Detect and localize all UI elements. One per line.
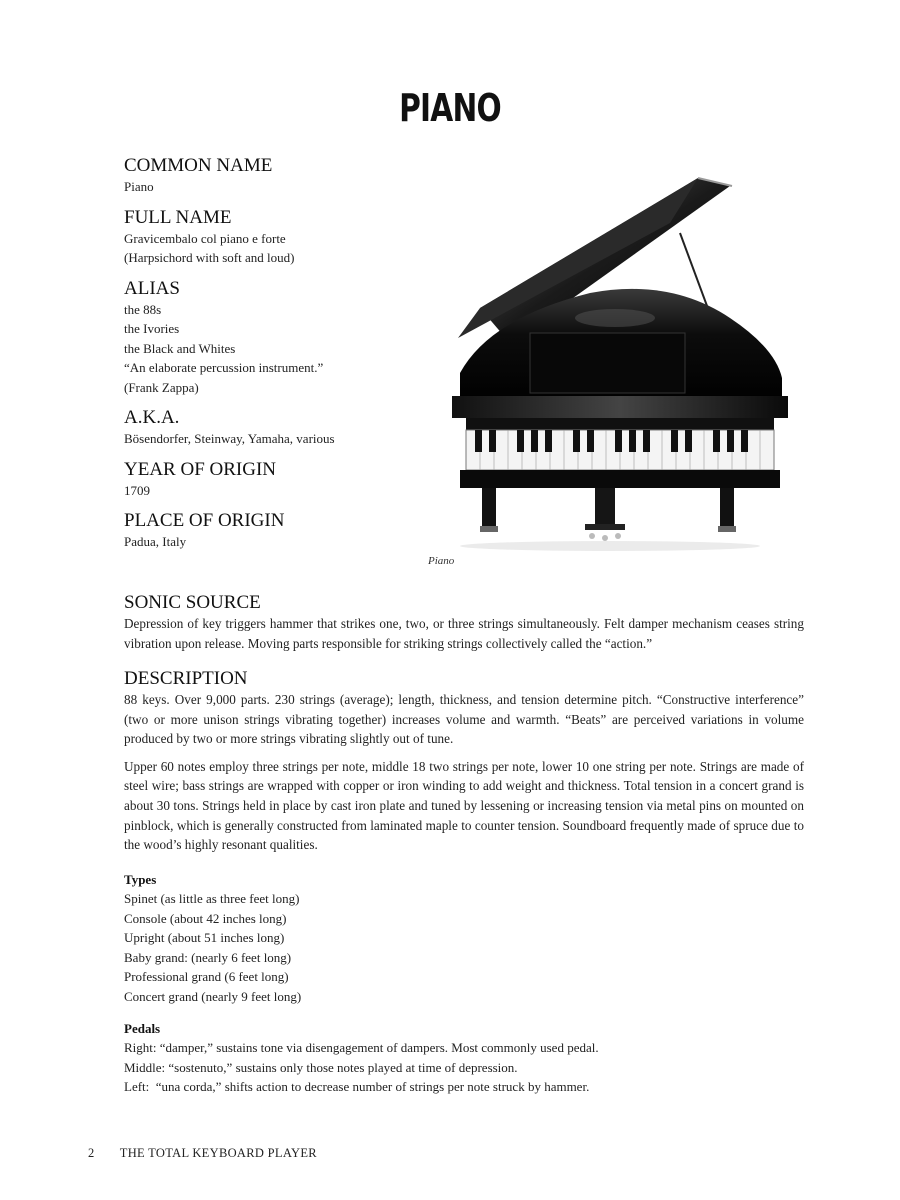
alias-line: the 88s [124,301,162,317]
pedals-item: Left: “una corda,” shifts action to decrease number of strings per note struck by hammer. [124,1079,590,1095]
year-of-origin-section [124,459,424,501]
description-heading: DESCRIPTION [124,668,248,689]
sonic-source-section [124,592,804,661]
aka-heading: A.K.A. [124,407,180,428]
aka-section [124,407,424,449]
common-name-heading: COMMON NAME [124,155,273,176]
place-of-origin-section [124,510,424,552]
image-caption: Piano [428,555,455,567]
alias-heading: ALIAS [124,277,180,299]
piano-image [430,168,810,553]
alias-line: “An elaborate percussion instrument.” [124,360,324,375]
place-of-origin-heading: PLACE OF ORIGIN [124,510,285,531]
book-title: THE TOTAL KEYBOARD PLAYER [119,1146,317,1160]
alias-section [124,278,424,398]
year-of-origin-heading: YEAR OF ORIGIN [124,458,276,480]
info-column [124,155,424,562]
description-paragraph: Upper 60 notes employ three strings per note, middle 18 two strings per note, lower 10 one string per note. Strings are made of steel wire; bass strings are wrapped with copper or iron winding to add weight and thickness. Total tension in a concert grand is about 30 tons. Strings held in place by cast iron plate and tuned by lessening or increasing tension via metal pins on mounted on pinblock, which is generally constructed from laminated maple to counter tension. Soundboard frequently made of spruce due to the wood’s highly resonant qualities. [124,758,804,853]
alias-line: (Frank Zappa) [124,379,199,395]
sonic-source-heading: SONIC SOURCE [124,592,261,613]
description-section [124,668,804,863]
types-item: Concert grand (nearly 9 feet long) [124,988,302,1004]
page-number: 2 [88,1146,95,1160]
page-title: PIANO [399,86,501,130]
aka-value: Bösendorfer, Steinway, Yamaha, various [124,431,335,446]
pedals-item: Middle: “sostenuto,” sustains only those notes played at time of depression. [124,1059,518,1075]
types-item: Upright (about 51 inches long) [124,930,285,946]
page-footer [88,1146,317,1161]
place-of-origin-value: Padua, Italy [124,534,187,549]
description-paragraph: 88 keys. Over 9,000 parts. 230 strings (average); length, thickness, and tension determine pitch. “Constructive interference” (two or more unison strings vibrating together) increases volume and warmth. “Beats” are perceived variations in volume produced by two or more strings vibrating slightly out of tune. [124,692,804,747]
year-of-origin-value: 1709 [124,482,150,498]
sonic-source-text: Depression of key triggers hammer that strikes one, two, or three strings simultaneously. Felt damper mechanism ceases string vibration upon release. Moving parts responsible for striking strings collectively called the “action.” [124,616,804,651]
pedals-section [124,1019,804,1097]
types-item: Console (about 42 inches long) [124,910,287,926]
full-name-heading: FULL NAME [124,206,232,228]
full-name-line: (Harpsichord with soft and loud) [124,250,295,265]
common-name-value: Piano [124,179,154,194]
alias-line: the Black and Whites [124,340,236,356]
alias-line: the Ivories [124,321,180,336]
pedals-heading: Pedals [124,1021,161,1036]
common-name-section [124,155,424,197]
full-name-section [124,207,424,268]
full-name-line: Gravicembalo col piano e forte [124,230,286,246]
types-section [124,870,804,1007]
types-item: Professional grand (6 feet long) [124,969,289,985]
pedals-item: Right: “damper,” sustains tone via disengagement of dampers. Most commonly used pedal. [124,1040,599,1055]
grand-piano-illustration [430,168,810,553]
types-item: Spinet (as little as three feet long) [124,891,300,906]
types-heading: Types [124,872,157,887]
types-item: Baby grand: (nearly 6 feet long) [124,949,292,965]
